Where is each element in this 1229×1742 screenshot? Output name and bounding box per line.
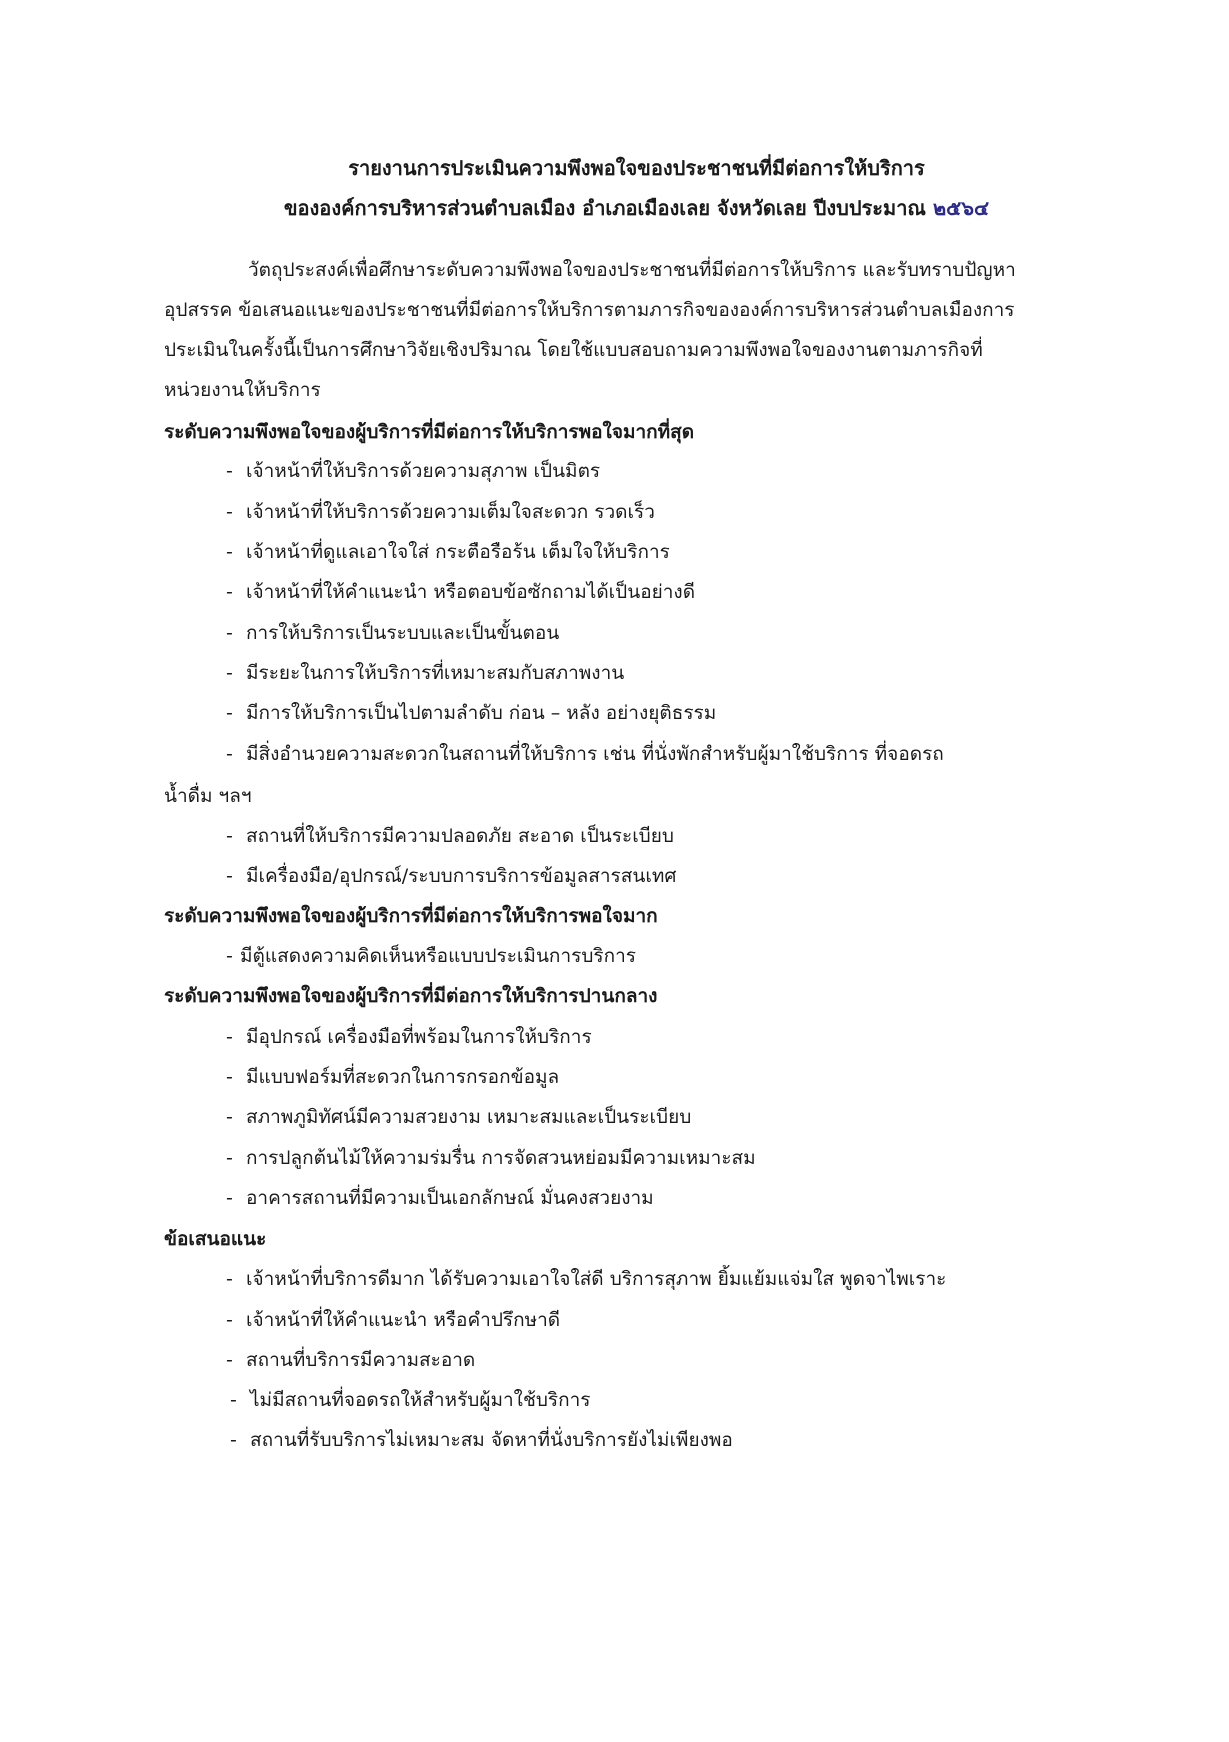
intro-line: อุปสรรค ข้อเสนอแนะของประชาชนที่มีต่อการให้บริการตามภารกิจขององค์การบริหารส่วนตำบลเมืองการ — [164, 299, 1015, 321]
report-title-line-1: รายงานการประเมินความพึงพอใจของประชาชนที่มีต่อการให้บริการ — [348, 156, 925, 180]
section-heading-suggestions: ข้อเสนอแนะ — [164, 1228, 267, 1250]
list-item: - การให้บริการเป็นระบบและเป็นขั้นตอน — [226, 622, 560, 644]
intro-paragraph — [164, 250, 1124, 410]
list-item: - มีสิ่งอำนวยความสะดวกในสถานที่ให้บริการ เช่น ที่นั่งพักสำหรับผู้มาใช้บริการ ที่จอดรถ — [226, 743, 944, 765]
section-heading-medium-satisfied: ระดับความพึงพอใจของผู้บริการที่มีต่อการให้บริการปานกลาง — [164, 985, 658, 1007]
list-item: - มีเครื่องมือ/อุปกรณ์/ระบบการบริการข้อมูลสารสนเทศ — [226, 865, 677, 887]
list-item: - มีอุปกรณ์ เครื่องมือที่พร้อมในการให้บริการ — [226, 1026, 592, 1048]
list-item: - เจ้าหน้าที่ดูแลเอาใจใส่ กระตือรือร้น เต็มใจให้บริการ — [226, 541, 670, 563]
list-item: - เจ้าหน้าที่ให้คำแนะนำ หรือตอบข้อซักถามได้เป็นอย่างดี — [226, 581, 696, 603]
intro-line: ประเมินในครั้งนี้เป็นการศึกษาวิจัยเชิงปริมาณ โดยใช้แบบสอบถามความพึงพอใจของงานตามภารกิจที่ — [164, 339, 983, 361]
list-item: - สภาพภูมิทัศน์มีความสวยงาม เหมาะสมและเป็นระเบียบ — [226, 1106, 692, 1128]
report-title-year: ๒๕๖๔ — [932, 196, 990, 220]
list-item: - เจ้าหน้าที่ให้บริการด้วยความเต็มใจสะดวก รวดเร็ว — [226, 501, 655, 523]
list-item: - อาคารสถานที่มีความเป็นเอกลักษณ์ มั่นคงสวยงาม — [226, 1187, 654, 1209]
list-item: - มีแบบฟอร์มที่สะดวกในการกรอกข้อมูล — [226, 1066, 560, 1088]
list-item: - เจ้าหน้าที่ให้บริการด้วยความสุภาพ เป็นมิตร — [226, 460, 601, 482]
report-title-org: ขององค์การบริหารส่วนตำบลเมือง อำเภอเมืองเลย จังหวัดเลย ปีงบประมาณ — [283, 196, 926, 220]
list-item: - สถานที่บริการมีความสะอาด — [226, 1349, 476, 1371]
list-item: - เจ้าหน้าที่ให้คำแนะนำ หรือคำปรึกษาดี — [226, 1309, 561, 1331]
intro-line: หน่วยงานให้บริการ — [164, 379, 321, 401]
list-item: - สถานที่ให้บริการมีความปลอดภัย สะอาด เป็นระเบียบ — [226, 825, 674, 847]
report-title-line-2 — [22, 198, 1229, 218]
list-item: - เจ้าหน้าที่บริการดีมาก ได้รับความเอาใจใส่ดี บริการสุภาพ ยิ้มแย้มแจ่มใส พูดจาไพเราะ — [226, 1268, 947, 1290]
list-item: - มีระยะในการให้บริการที่เหมาะสมกับสภาพงาน — [226, 662, 625, 684]
list-item: - สถานที่รับบริการไม่เหมาะสม จัดหาที่นั่งบริการยังไม่เพียงพอ — [230, 1429, 733, 1451]
intro-line: วัตถุประสงค์เพื่อศึกษาระดับความพึงพอใจของประชาชนที่มีต่อการให้บริการ และรับทราบปัญหา — [248, 259, 1016, 281]
list-item: - มีตู้แสดงความคิดเห็นหรือแบบประเมินการบริการ — [226, 945, 636, 967]
list-item: - การปลูกต้นไม้ให้ความร่มรื่น การจัดสวนหย่อมมีความเหมาะสม — [226, 1147, 756, 1169]
list-item: - มีการให้บริการเป็นไปตามลำดับ ก่อน – หลัง อย่างยุติธรรม — [226, 702, 717, 724]
list-item-continuation: น้ำดื่ม ฯลฯ — [164, 785, 252, 807]
section-heading-most-satisfied: ระดับความพึงพอใจของผู้บริการที่มีต่อการให้บริการพอใจมากที่สุด — [164, 421, 695, 443]
list-item: - ไม่มีสถานที่จอดรถให้สำหรับผู้มาใช้บริการ — [230, 1389, 591, 1411]
section-heading-much-satisfied: ระดับความพึงพอใจของผู้บริการที่มีต่อการให้บริการพอใจมาก — [164, 905, 658, 927]
